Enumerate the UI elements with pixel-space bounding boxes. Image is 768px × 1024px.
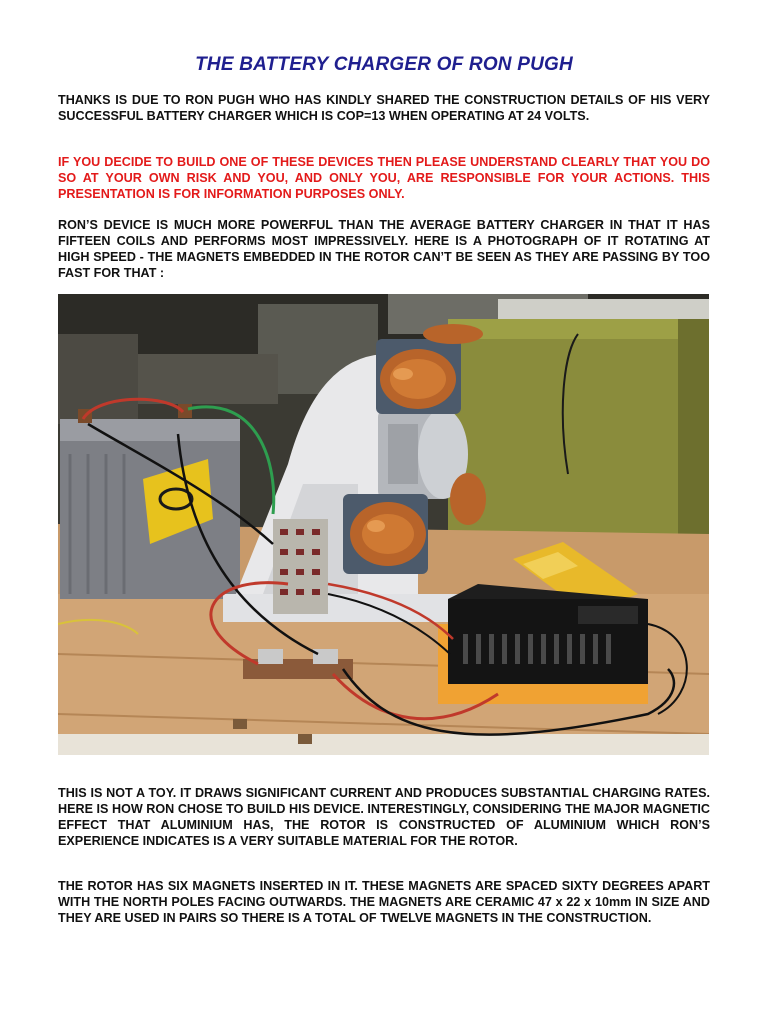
not-a-toy-paragraph: THIS IS NOT A TOY. IT DRAWS SIGNIFICANT CURRENT AND PRODUCES SUBSTANTIAL CHARGING RATES. HERE IS HOW RON CHOSE TO BUILD HIS DEVICE. INTERESTINGLY, CONSIDERING THE MAJOR MAGNETIC EFFECT THAT ALUMINIUM HAS, THE ROTOR IS CONSTRUCTED OF ALUMINIUM WHICH RON’S EXPERIENCE INDICATES IS A VERY SUITABLE MATERIAL FOR THE ROTOR. bbox=[58, 786, 710, 848]
photo-illustration bbox=[58, 294, 709, 755]
page-title: THE BATTERY CHARGER OF RON PUGH bbox=[195, 54, 573, 75]
rotor-paragraph: THE ROTOR HAS SIX MAGNETS INSERTED IN IT. THESE MAGNETS ARE SPACED SIXTY DEGREES APART WITH THE NORTH POLES FACING OUTWARDS. THE MAGNETS ARE CERAMIC 47 x 22 x 10mm IN SIZE AND THEY ARE USED IN PAIRS SO THERE IS A TOTAL OF TWELVE MAGNETS IN THE CONSTRUCTION. bbox=[58, 879, 710, 925]
device-paragraph: RON’S DEVICE IS MUCH MORE POWERFUL THAN THE AVERAGE BATTERY CHARGER IN THAT IT HAS FIFTEEN COILS AND PERFORMS MOST IMPRESSIVELY. HERE IS A PHOTOGRAPH OF IT ROTATING AT HIGH SPEED - THE MAGNETS EMBEDDED IN THE ROTOR CAN’T BE SEEN AS THEY ARE PASSING BY TOO FAST FOR THAT : bbox=[58, 218, 710, 280]
warning-paragraph: IF YOU DECIDE TO BUILD ONE OF THESE DEVICES THEN PLEASE UNDERSTAND CLEARLY THAT YOU DO SO AT YOUR OWN RISK AND YOU, AND ONLY YOU, ARE RESPONSIBLE FOR YOUR ACTIONS. THIS PRESENTATION IS FOR INFORMATION PURPOSES ONLY. bbox=[58, 155, 710, 201]
device-photograph bbox=[58, 294, 709, 755]
intro-paragraph: THANKS IS DUE TO RON PUGH WHO HAS KINDLY SHARED THE CONSTRUCTION DETAILS OF HIS VERY SUCCESSFUL BATTERY CHARGER WHICH IS COP=13 WHEN OPERATING AT 24 VOLTS. bbox=[58, 93, 710, 123]
